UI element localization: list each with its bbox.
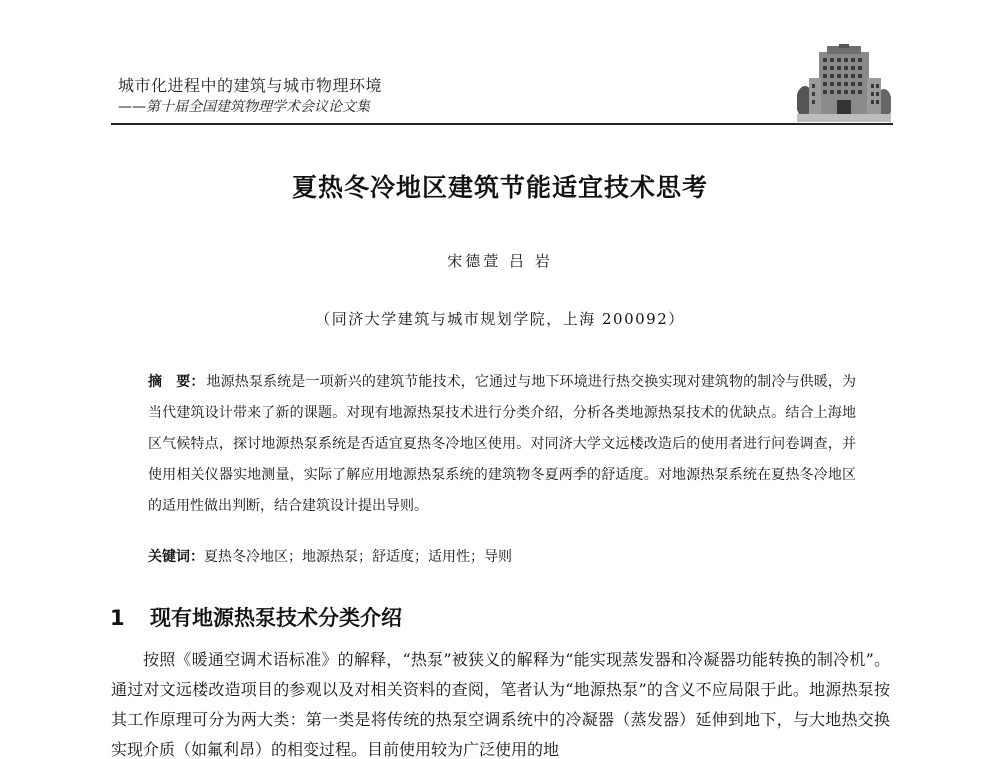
paper-authors: 宋德萱 吕 岩 bbox=[447, 252, 553, 270]
paper-title: 夏热冬冷地区建筑节能适宜技术思考 bbox=[291, 173, 708, 202]
running-head bbox=[118, 76, 798, 116]
conference-title: 城市化进程中的建筑与城市物理环境 bbox=[118, 76, 383, 95]
keywords-text: 夏热冬冷地区；地源热泵；舒适度；适用性；导则 bbox=[204, 549, 512, 565]
building-photo-icon bbox=[797, 44, 891, 122]
keywords bbox=[148, 545, 856, 569]
abstract-text: 地源热泵系统是一项新兴的建筑节能技术，它通过与地下环境进行热交换实现对建筑物的制冷与供暖，为当代建筑设计带来了新的课题。对现有地源热泵技术进行分类介绍，分析各类地源热泵技术的优缺点。结合上海地区气候特点，探讨地源热泵系统是否适宜夏热冬冷地区使用。对同济大学文远楼改造后的使用者进行问卷调查，并使用相关仪器实地测量，实际了解应用地源热泵系统的建筑物冬夏两季的舒适度。对地源热泵系统在夏热冬冷地区的适用性做出判断，结合建筑设计提出导则。 bbox=[148, 374, 857, 514]
section-number: 1 bbox=[110, 606, 125, 630]
section-title: 现有地源热泵技术分类介绍 bbox=[150, 606, 402, 630]
abstract-label: 摘 要： bbox=[148, 374, 205, 390]
paper-affiliation: （同济大学建筑与城市规划学院，上海 200092） bbox=[315, 310, 685, 328]
keywords-label: 关键词： bbox=[148, 549, 204, 565]
conference-subtitle: ——第十届全国建筑物理学术会议论文集 bbox=[118, 99, 370, 115]
header-rule bbox=[111, 123, 893, 125]
abstract bbox=[148, 367, 856, 522]
section-heading bbox=[110, 602, 402, 632]
body-paragraph: 按照《暖通空调术语标准》的解释，“热泵”被狭义的解释为“能实现蒸发器和冷凝器功能转换的制冷机”。通过对文远楼改造项目的参观以及对相关资料的查阅，笔者认为“地源热泵”的含义不应局限于此。地源热泵按其工作原理可分为两大类：第一类是将传统的热泵空调系统中的冷凝器（蒸发器）延伸到地下，与大地热交换实现介质（如氟利昂）的相变过程。目前使用较为广泛使用的地 bbox=[111, 650, 890, 759]
